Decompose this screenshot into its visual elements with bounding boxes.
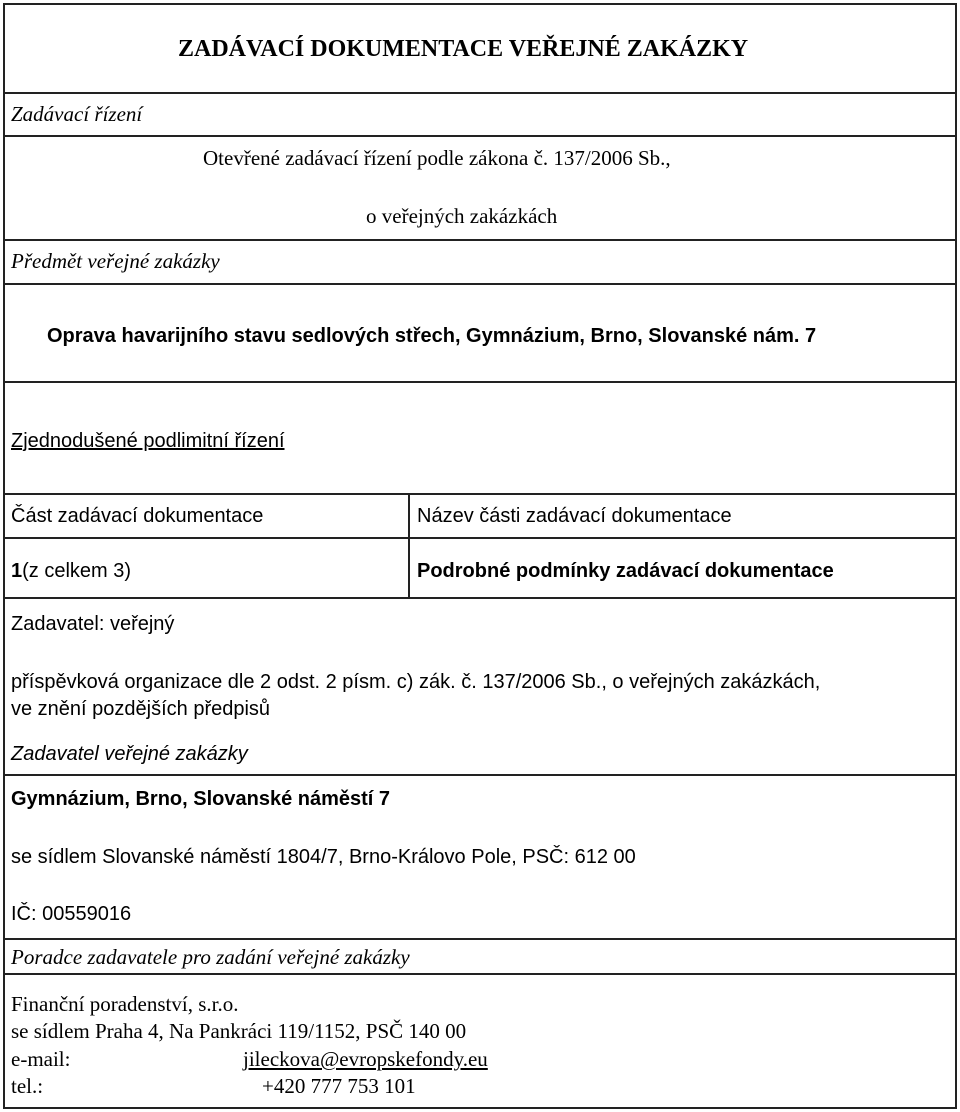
phone-value: +420 777 753 101	[262, 1074, 416, 1098]
document-title: ZADÁVACÍ DOKUMENTACE VEŘEJNÉ ZAKÁZKY	[178, 36, 749, 62]
email-label: e-mail:	[11, 1047, 71, 1071]
part-number	[11, 561, 131, 581]
advisor-address: se sídlem Praha 4, Na Pankráci 119/1152, PSČ 140 00	[11, 1019, 467, 1043]
part-total: (z celkem 3)	[22, 560, 132, 582]
advisor-divider	[3, 973, 957, 975]
procedure-value-line2: o veřejných zakázkách	[366, 204, 558, 228]
contracting-type-line1: příspěvková organizace dle 2 odst. 2 písm. c) zák. č. 137/2006 Sb., o veřejných zakázkách,	[11, 671, 821, 693]
phone-label: tel.:	[11, 1074, 44, 1098]
part-name-value: Podrobné podmínky zadávací dokumentace	[417, 560, 834, 582]
advisor-name: Finanční poradenství, s.r.o.	[11, 992, 239, 1016]
contracting-authority-address: se sídlem Slovanské náměstí 1804/7, Brno-Královo Pole, PSČ: 612 00	[11, 846, 636, 868]
contracting-type-label: Zadavatel: veřejný	[11, 613, 175, 635]
subject-value: Oprava havarijního stavu sedlových střech, Gymnázium, Brno, Slovanské nám. 7	[47, 325, 817, 347]
contracting-section	[3, 597, 957, 975]
procedure-label: Zadávací řízení	[11, 102, 143, 126]
contracting-authority-name: Gymnázium, Brno, Slovanské náměstí 7	[11, 788, 391, 810]
part-name-label: Název části zadávací dokumentace	[417, 505, 732, 527]
procedure-value-line1: Otevřené zadávací řízení podle zákona č. 137/2006 Sb.,	[203, 146, 671, 170]
contracting-authority-ico: IČ: 00559016	[11, 903, 132, 925]
part-number-value: 1	[11, 560, 23, 582]
authority-name-box	[3, 774, 957, 776]
simplified-title: Zjednodušené podlimitní řízení	[11, 430, 285, 452]
subject-label: Předmět veřejné zakázky	[11, 249, 220, 273]
part-row-divider	[3, 537, 957, 539]
contracting-authority-label: Zadavatel veřejné zakázky	[11, 743, 248, 765]
part-label: Část zadávací dokumentace	[11, 505, 264, 527]
email-link[interactable]: jileckova@evropskefondy.eu	[243, 1047, 488, 1071]
contracting-type-line2: ve znění pozdějších předpisů	[11, 698, 271, 720]
advisor-label: Poradce zadavatele pro zadání veřejné zakázky	[11, 945, 410, 969]
